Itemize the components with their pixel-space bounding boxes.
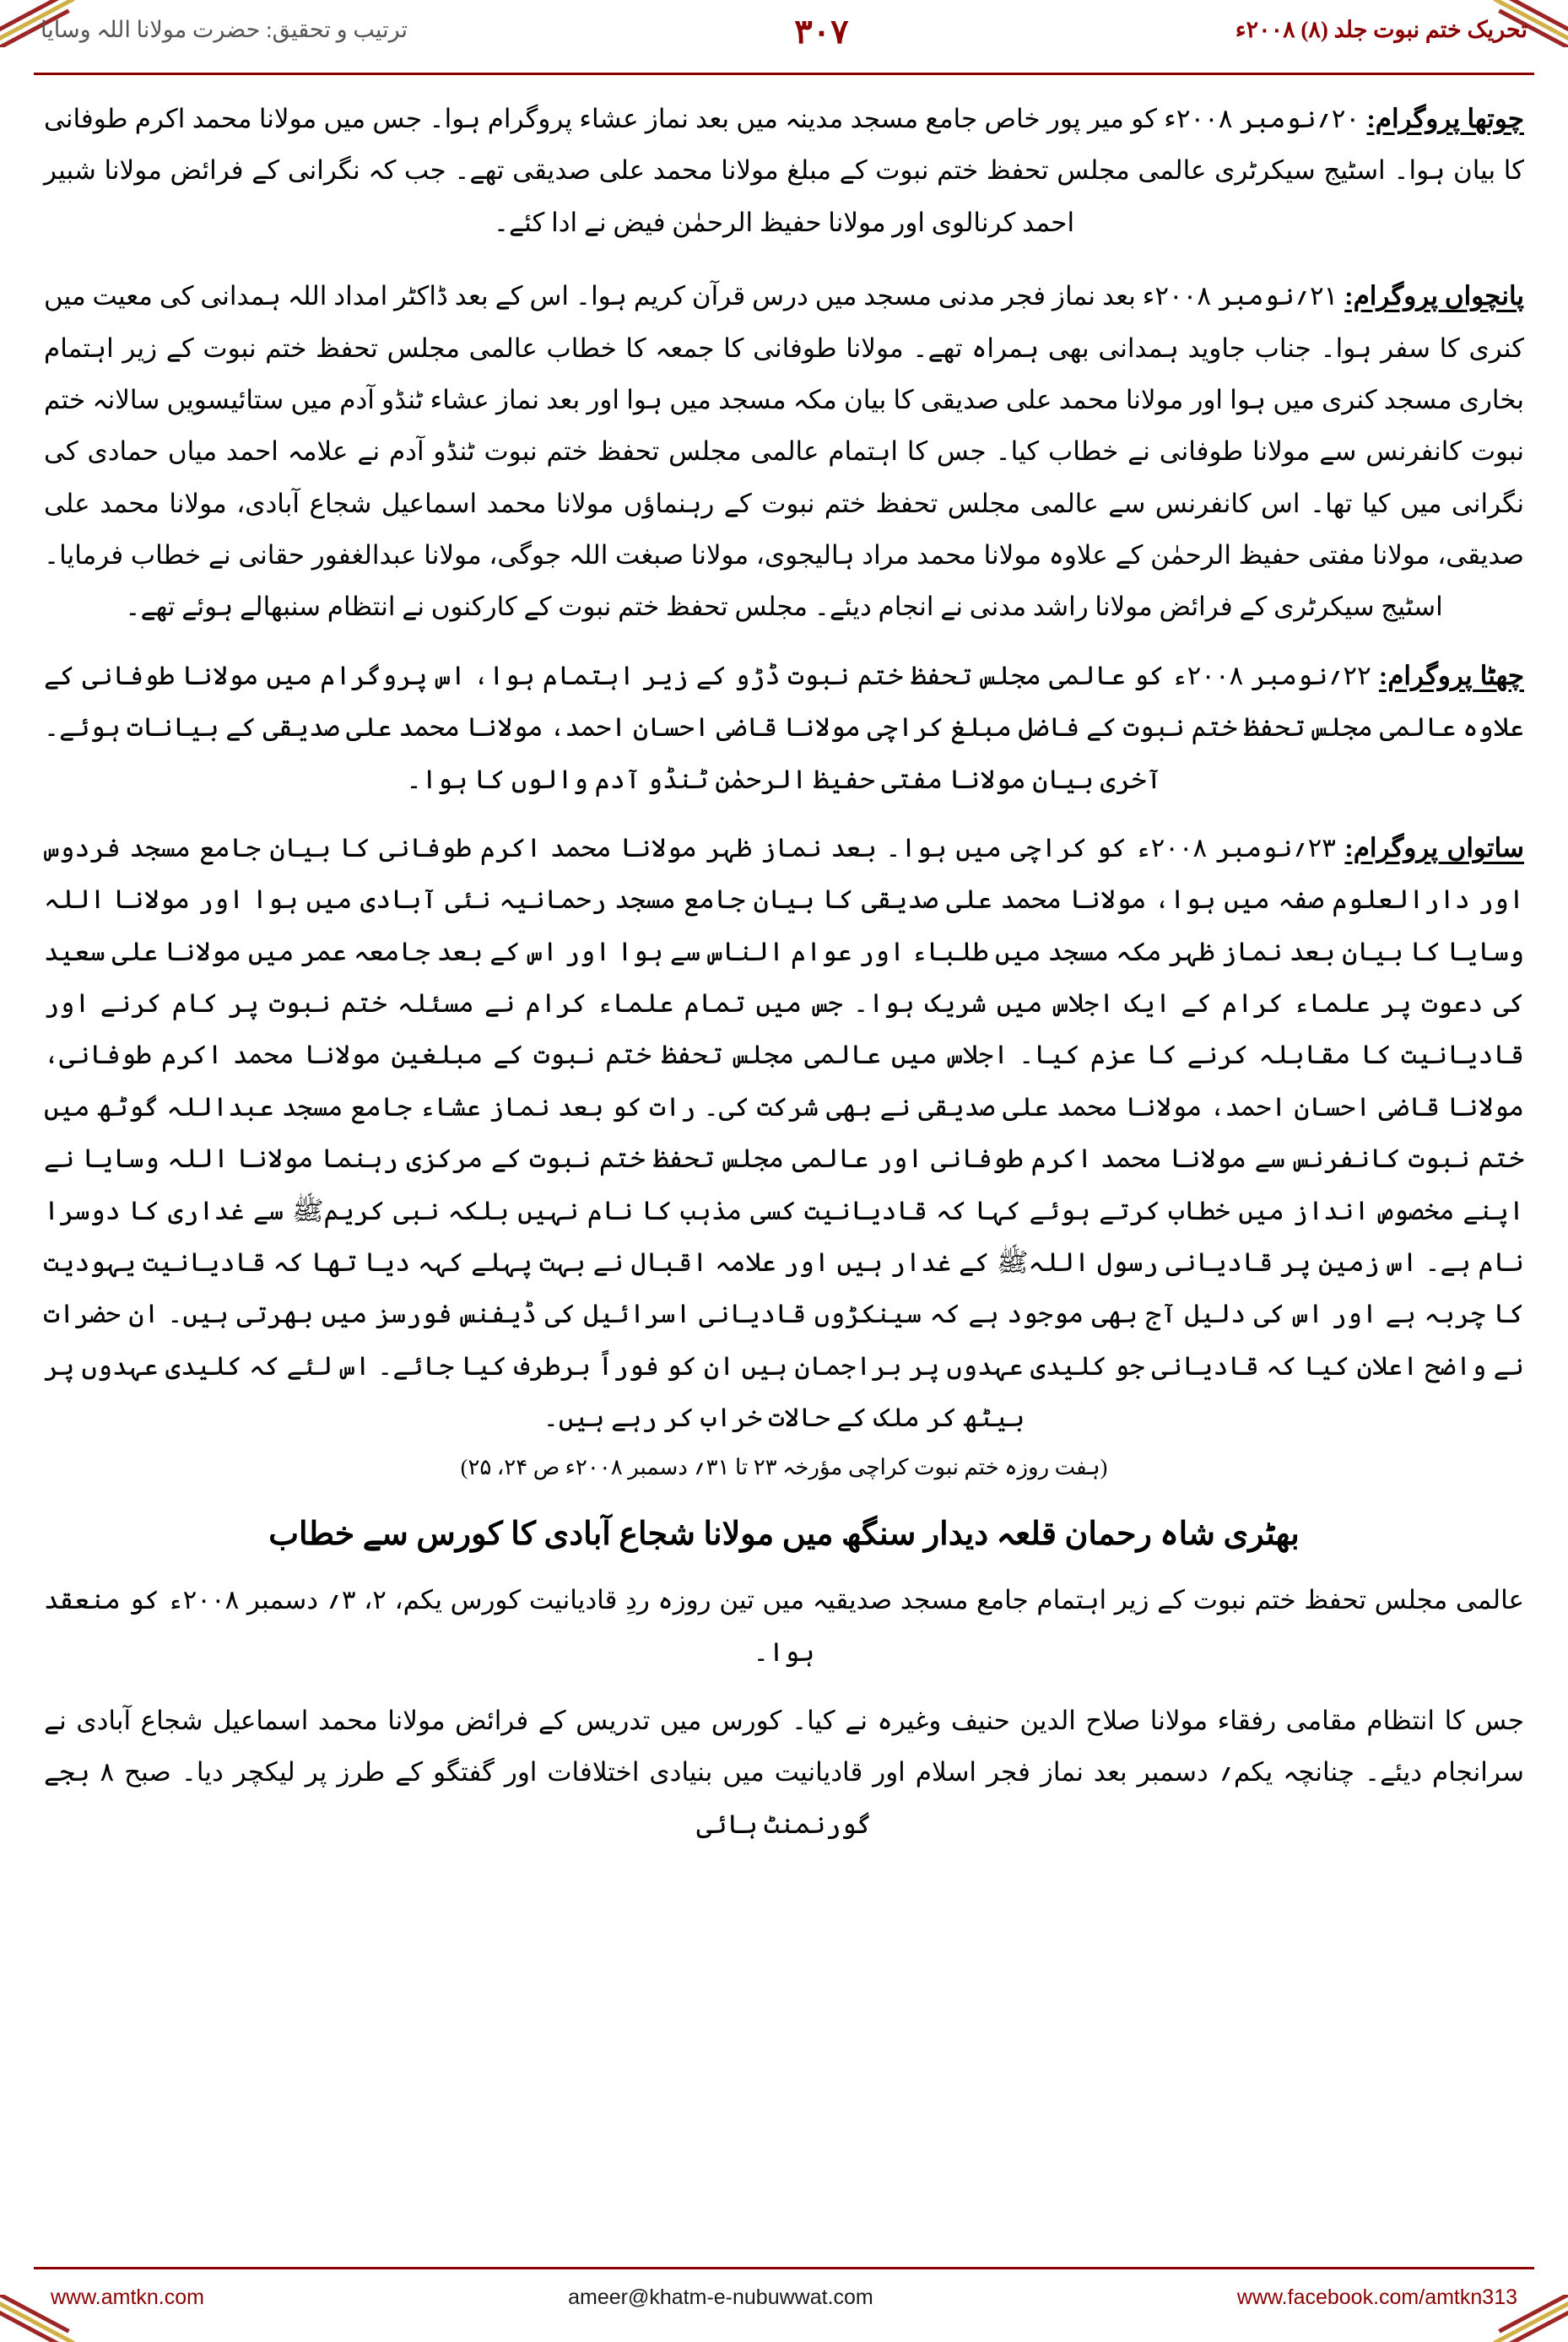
paragraph-course-1	[44, 1574, 1524, 1678]
page-header	[41, 15, 1527, 68]
header-book-title: تحریک ختم نبوت جلد (۸) ۲۰۰۸ء	[1235, 17, 1527, 42]
paragraph-program-5	[44, 270, 1524, 633]
paragraph-text-7: ۲۳؍نومبر ۲۰۰۸ء کو کراچی میں ہوا۔ بعد نماز ظہر مولانا محمد اکرم طوفانی کا بیان جامع مسجد فردوس اور دارالعلوم صفہ میں ہوا، مولانا محمد علی صدیقی کا بیان جامع مسجد رحمانیہ نئی آبادی میں ہوا اور مولانا اللہ وسایا کا بیان بعد نماز ظہر مکہ مسجد میں طلباء اور عوام الناس سے ہوا اور اس کے بعد جامعہ عمر میں مولانا علی سعید کی دعوت پر علماء کرام کے ایک اجلاس میں شریک ہوا۔ جس میں تمام علماء کرام نے مسئلہ ختم نبوت پر کام کرنے اور قادیانیت کا مقابلہ کرنے کا عزم کیا۔ اجلاس میں عالمی مجلس تحفظ ختم نبوت کے مبلغین مولانا محمد اکرم طوفانی، مولانا قاضی احسان احمد، مولانا محمد علی صدیقی نے بھی شرکت کی۔ رات کو بعد نماز عشاء جامع مسجد عبداللہ گوٹھ میں ختم نبوت کانفرنس سے مولانا محمد اکرم طوفانی اور عالمی مجلس تحفظ ختم نبوت کے مرکزی رہنما مولانا اللہ وسایا نے اپنے مخصوص انداز میں خطاب کرتے ہوئے کہا کہ قادیانیت کسی مذہب کا نام نہیں بلکہ نبی کریمﷺ سے غداری کا دوسرا نام ہے۔ اس زمین پر قادیانی رسول اللہﷺ کے غدار ہیں اور علامہ اقبال نے بہت پہلے کہہ دیا تھا کہ قادیانیت یہودیت کا چربہ ہے اور اس کی دلیل آج بھی موجود ہے کہ سینکڑوں قادیانی اسرائیل کی ڈیفنس فورسز میں بھرتی ہیں۔ ان حضرات نے واضح اعلان کیا کہ قادیانی جو کلیدی عہدوں پر براجمان ہیں ان کو فوراً برطرف کیا جائے۔ اس لئے کہ کلیدی عہدوں پر بیٹھ کر ملک کے حالات خراب کر رہے ہیں۔	[44, 832, 1525, 1432]
paragraph-program-4	[44, 93, 1524, 248]
footer-facebook-link[interactable]: www.facebook.com/amtkn313	[1236, 2285, 1517, 2309]
paragraph-lead-5: پانچواں پروگرام:	[1344, 281, 1525, 311]
paragraph-lead-6: چھٹا پروگرام:	[1378, 660, 1525, 690]
paragraph-text-6: ۲۲؍نومبر ۲۰۰۸ء کو عالمی مجلس تحفظ ختم نبوت ڈڑو کے زیر اہتمام ہوا، اس پروگرام میں مولانا طوفانی کے علاوہ عالمی مجلس تحفظ ختم نبوت کے فاضل مبلغ کراچی مولانا قاضی احسان احمد، مولانا محمد علی صدیقی کے بیانات ہوئے۔ آخری بیان مولانا مفتی حفیظ الرحمٰن ٹنڈو آدم والوں کا ہوا۔	[44, 660, 1524, 794]
paragraph-text-4: ۲۰؍نومبر ۲۰۰۸ء کو میر پور خاص جامع مسجد مدینہ میں بعد نماز عشاء پروگرام ہوا۔ جس میں مولانا محمد اکرم طوفانی کا بیان ہوا۔ اسٹیج سیکرٹری عالمی مجلس تحفظ ختم نبوت کے مبلغ مولانا محمد علی صدیقی تھے۔ جب کہ نگرانی کے فرائض مولانا شبیر احمد کرنالوی اور مولانا حفیظ الرحمٰن فیض نے ادا کئے۔	[44, 104, 1524, 237]
footer-website-link[interactable]: www.amtkn.com	[51, 2285, 204, 2309]
source-citation: (ہفت روزہ ختم نبوت کراچی مؤرخہ ۲۳ تا ۳۱؍ دسمبر ۲۰۰۸ء ص ۲۴، ۲۵)	[460, 1455, 1108, 1480]
paragraph-text-course-2: جس کا انتظام مقامی رفقاء مولانا صلاح الدین حنیف وغیرہ نے کیا۔ کورس میں تدریس کے فرائض مولانا محمد اسماعیل شجاع آبادی نے سرانجام دیئے۔ چنانچہ یکم؍ دسمبر بعد نماز فجر اسلام اور قادیانیت میں بنیادی اختلافات اور گفتگو کے طرز پر لیکچر دیا۔ صبح ۸ بجے گورنمنٹ ہائی	[44, 1705, 1524, 1839]
paragraph-lead-4: چوتھا پروگرام:	[1366, 104, 1524, 133]
footer-divider	[34, 2267, 1534, 2269]
header-divider	[34, 73, 1534, 75]
section-heading: بھٹری شاہ رحمان قلعہ دیدار سنگھ میں مولانا شجاع آبادی کا کورس سے خطاب	[268, 1517, 1300, 1553]
paragraph-course-2	[44, 1695, 1524, 1850]
paragraph-program-6	[44, 650, 1524, 805]
page-number: ۳۰۷	[794, 13, 849, 51]
paragraph-program-7	[44, 822, 1524, 1444]
footer-email[interactable]: ameer@khatm-e-nubuwwat.com	[568, 2285, 873, 2309]
paragraph-lead-7: ساتواں پروگرام:	[1344, 832, 1524, 863]
paragraph-text-5: ۲۱؍نومبر ۲۰۰۸ء بعد نماز فجر مدنی مسجد میں درس قرآن کریم ہوا۔ اس کے بعد ڈاکٹر امداد اللہ ہمدانی کی معیت میں کنری کا سفر ہوا۔ جناب جاوید ہمدانی بھی ہمراہ تھے۔ مولانا طوفانی کا جمعہ کا خطاب عالمی مجلس تحفظ ختم نبوت کے زیر اہتمام بخاری مسجد کنری میں ہوا اور مولانا محمد علی صدیقی کا بیان مکہ مسجد میں ہوا اور بعد نماز عشاء ٹنڈو آدم میں ستائیسویں سالانہ ختم نبوت کانفرنس سے مولانا طوفانی نے خطاب کیا۔ جس کا اہتمام عالمی مجلس تحفظ ختم نبوت ٹنڈو آدم نے علامہ احمد میاں حمادی کی نگرانی میں کیا تھا۔ اس کانفرنس سے عالمی مجلس تحفظ ختم نبوت کے رہنماؤں مولانا محمد اسماعیل شجاع آبادی، مولانا محمد علی صدیقی، مولانا مفتی حفیظ الرحمٰن کے علاوہ مولانا محمد مراد ہالیجوی، مولانا صبغت اللہ جوگی، مولانا عبدالغفور حقانی نے خطاب فرمایا۔ اسٹیج سیکرٹری کے فرائض مولانا راشد مدنی نے انجام دیئے۔ مجلس تحفظ ختم نبوت کے کارکنوں نے انتظام سنبھالے ہوئے تھے۔	[44, 281, 1524, 622]
paragraph-text-course-1: عالمی مجلس تحفظ ختم نبوت کے زیر اہتمام جامع مسجد صدیقیہ میں تین روزہ ردِ قادیانیت کورس یکم، ۲، ۳؍ دسمبر ۲۰۰۸ء کو منعقد ہوا۔	[44, 1585, 1525, 1667]
page-footer	[51, 2278, 1517, 2317]
document-body	[44, 93, 1524, 2241]
header-compiler: ترتیب و تحقیق: حضرت مولانا اللہ وسایا	[41, 17, 408, 42]
